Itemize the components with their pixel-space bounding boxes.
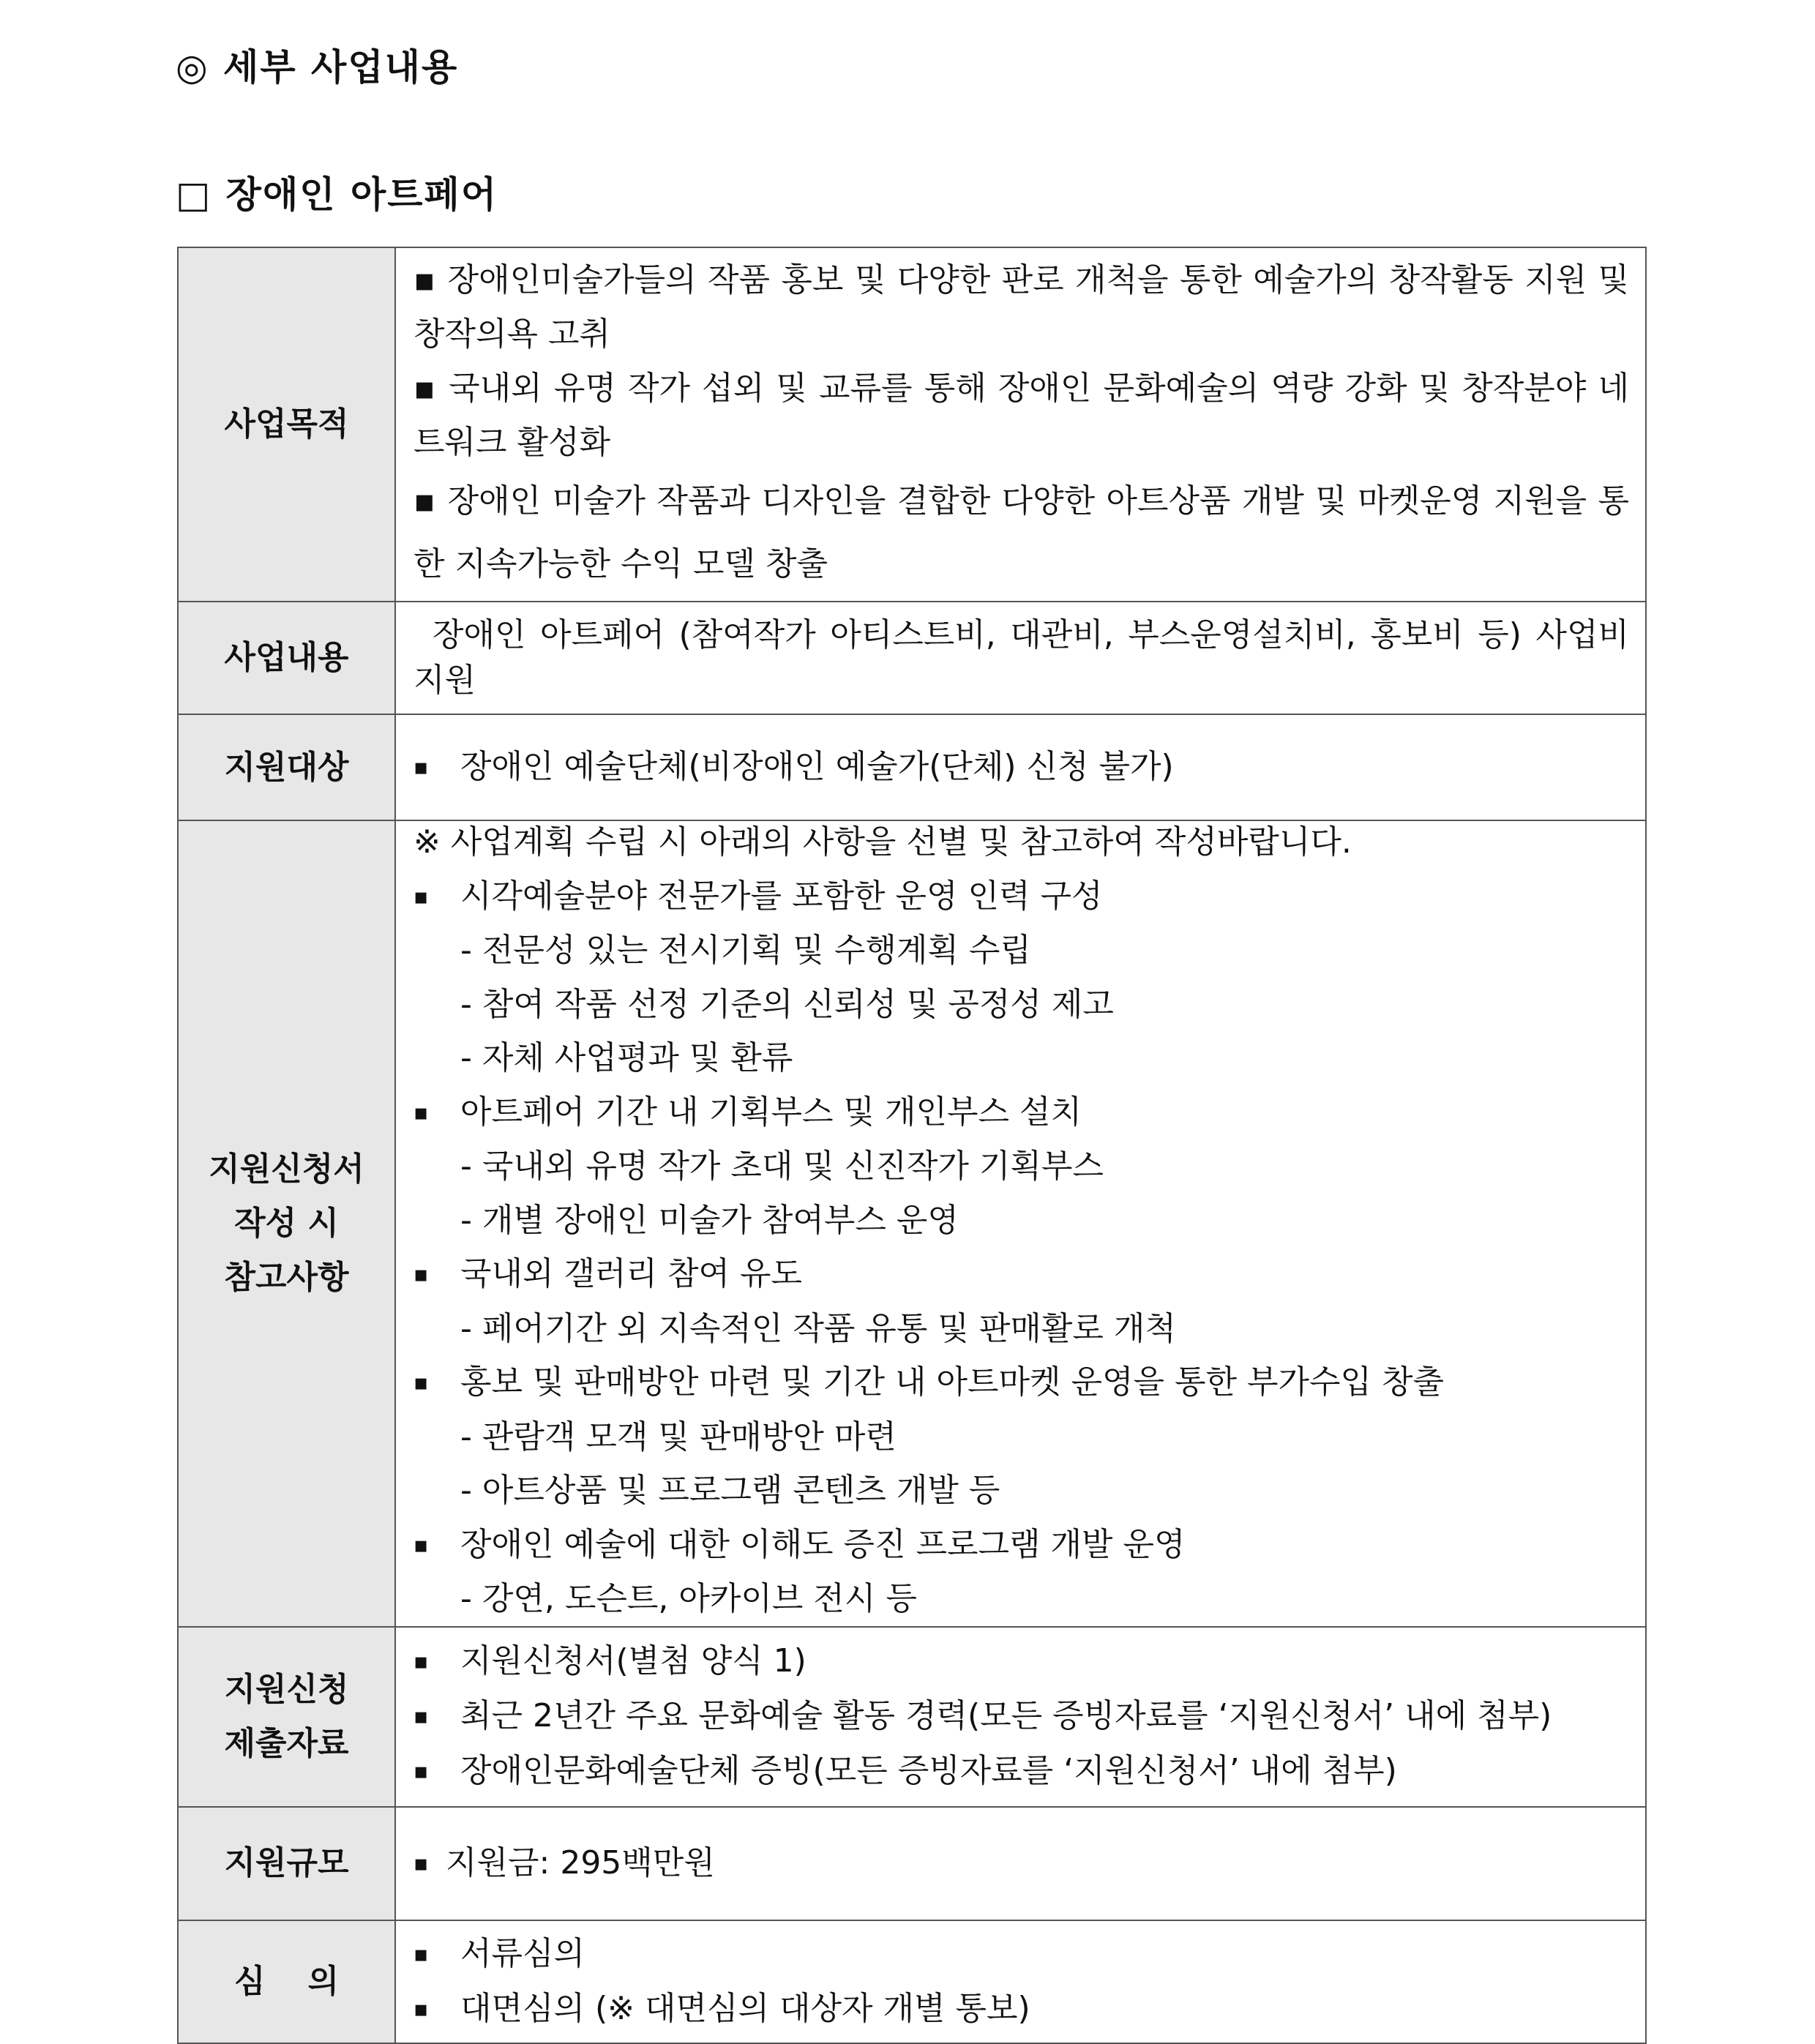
guide-note: ※ 사업계획 수립 시 아래의 사항을 선별 및 참고하여 작성바랍니다. — [413, 823, 1352, 861]
guide-sub-item: - 페어기간 외 지속적인 작품 유통 및 판매활로 개척 — [460, 1309, 1176, 1347]
purpose-item: ▪ 장애인 미술가 작품과 디자인을 결합한 다양한 아트상품 개발 및 마켓운영 지원을 통한 지속가능한 수익 모델 창출 — [413, 482, 1629, 583]
docs-item: 장애인문화예술단체 증빙(모든 증빙자료를 ‘지원신청서’ 내에 첨부) — [460, 1752, 1397, 1789]
row-review — [178, 1920, 1646, 2043]
business-table — [177, 247, 1647, 2044]
guide-sub-item: - 전문성 있는 전시기획 및 수행계획 수립 — [460, 932, 1031, 969]
review-item: 대면심의 (※ 대면심의 대상자 개별 통보) — [460, 1989, 1030, 2027]
row-content-desc — [178, 602, 1646, 714]
guide-item-title: 홍보 및 판매방안 마련 및 기간 내 아트마켓 운영을 통한 부가수입 창출 — [460, 1363, 1444, 1401]
row-label: 사업내용 — [178, 602, 395, 714]
bullet-icon: ▪ — [413, 1649, 429, 1674]
purpose-item: ▪ 국내외 유명 작가 섭외 및 교류를 통해 장애인 문화예술의 역량 강화 및 창작분야 네트워크 활성화 — [413, 370, 1629, 461]
guide-label-line: 작성 시 — [234, 1204, 339, 1242]
bullet-icon: ▪ — [413, 1532, 429, 1558]
scale-text: 지원금: 295백만원 — [446, 1843, 715, 1882]
row-scale — [178, 1807, 1646, 1920]
guide-sub-item: - 자체 사업평과 및 환류 — [460, 1039, 793, 1077]
bullet-icon: ▪ — [413, 1759, 429, 1784]
guide-label-line: 참고사항 — [224, 1258, 349, 1296]
review-item: 서류심의 — [460, 1934, 585, 1972]
docs-item: 지원신청서(별첨 양식 1) — [460, 1642, 807, 1680]
guide-item-title: 국내외 갤러리 참여 유도 — [460, 1255, 802, 1292]
section-heading-artfair: □ 장애인 아트페어 — [176, 173, 498, 216]
section-heading-detail: ◎ 세부 사업내용 — [176, 46, 459, 89]
bullet-icon: ▪ — [413, 1370, 429, 1396]
docs-label-line: 지원신청 — [224, 1670, 349, 1708]
docs-item: 최근 2년간 주요 문화예술 활동 경력(모든 증빙자료를 ‘지원신청서’ 내에 첨부) — [460, 1697, 1552, 1734]
guide-sub-item: - 아트상품 및 프로그램 콘텐츠 개발 등 — [460, 1472, 1000, 1509]
guide-sub-item: - 개별 장애인 미술가 참여부스 운영 — [460, 1201, 959, 1239]
row-content — [395, 602, 1646, 714]
row-content — [395, 247, 1646, 602]
purpose-item: ▪ 장애인미술가들의 작품 홍보 및 다양한 판로 개척을 통한 예술가의 창작활동 지원 및 창작의욕 고취 — [413, 261, 1629, 353]
review-label: 심의 — [233, 1962, 381, 2000]
bullet-icon: ▪ — [413, 1262, 429, 1287]
row-content — [395, 820, 1646, 1627]
guide-sub-item: - 국내외 유명 작가 초대 및 신진작가 기획부스 — [460, 1148, 1104, 1185]
bullet-icon: ▪ — [413, 1850, 429, 1876]
row-content — [395, 714, 1646, 820]
row-label: 지원대상 — [178, 714, 395, 820]
bullet-icon: ▪ — [413, 1941, 429, 1967]
bullet-icon: ▪ — [413, 1996, 429, 2022]
row-content — [395, 1920, 1646, 2043]
bullet-icon: ▪ — [413, 755, 429, 780]
row-content — [395, 1627, 1646, 1807]
bullet-icon: ▪ — [413, 1704, 429, 1729]
row-guide — [178, 820, 1646, 1627]
row-label — [178, 1627, 395, 1807]
row-label — [178, 1920, 395, 2043]
row-target — [178, 714, 1646, 820]
row-label: 지원규모 — [178, 1807, 395, 1920]
guide-label-line: 지원신청서 — [209, 1150, 364, 1188]
bullet-icon: ▪ — [413, 883, 429, 910]
guide-item-title: 아트페어 기간 내 기획부스 및 개인부스 설치 — [460, 1093, 1082, 1131]
guide-sub-item: - 관람객 모객 및 판매방안 마련 — [460, 1418, 897, 1456]
guide-sub-item: - 참여 작품 선정 기준의 신뢰성 및 공정성 제고 — [460, 985, 1114, 1023]
guide-sub-item: - 강연, 도슨트, 아카이브 전시 등 — [460, 1580, 917, 1617]
bullet-icon: ▪ — [413, 1099, 429, 1126]
target-text: 장애인 예술단체(비장애인 예술가(단체) 신청 불가) — [460, 748, 1174, 785]
row-docs — [178, 1627, 1646, 1807]
row-purpose — [178, 247, 1646, 602]
row-label: 사업목적 — [178, 247, 395, 602]
content-text: 장애인 아트페어 (참여작가 아티스트비, 대관비, 부스운영설치비, 홍보비 등) 사업비 지원 — [413, 616, 1629, 699]
row-content — [395, 1807, 1646, 1920]
row-label — [178, 820, 395, 1627]
docs-label-line: 제출자료 — [224, 1724, 349, 1762]
guide-item-title: 장애인 예술에 대한 이해도 증진 프로그램 개발 운영 — [460, 1525, 1186, 1563]
guide-item-title: 시각예술분야 전문가를 포함한 운영 인력 구성 — [460, 877, 1103, 915]
